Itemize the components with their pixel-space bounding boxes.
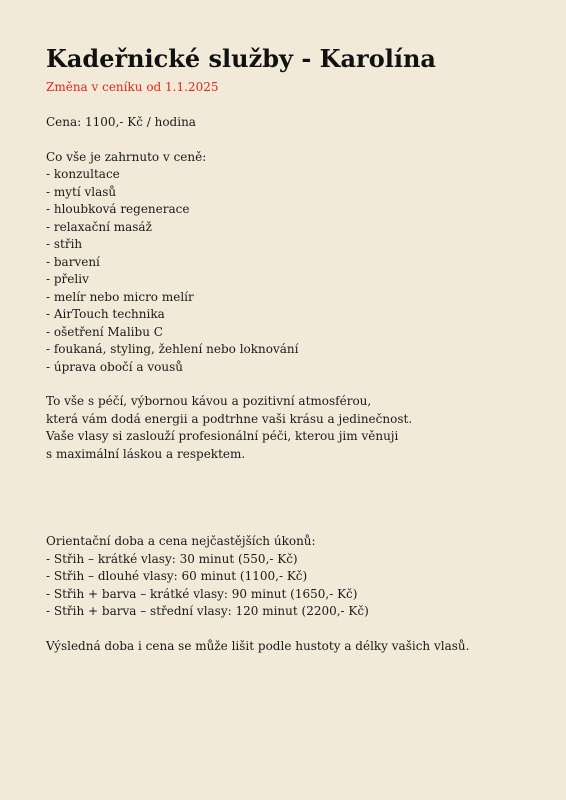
list-item: - mytí vlasů [46,184,117,199]
list-item: - Střih – krátké vlasy: 30 minut (550,- Kč) [46,551,298,566]
service-times-list [46,551,520,621]
disclaimer-note: Výsledná doba i cena se může lišit podle hustoty a délky vašich vlasů. [46,638,470,653]
description-paragraph [46,393,520,463]
list-item: - Střih – dlouhé vlasy: 60 minut (1100,- Kč) [46,569,308,583]
list-item: - relaxační masáž [46,219,152,234]
list-item: - hloubková regenerace [46,202,190,216]
list-item: - úprava obočí a vousů [46,359,184,374]
service-times-section [46,533,520,621]
list-item: - AirTouch technika [46,307,165,321]
list-item: - melír nebo micro melír [46,289,194,304]
included-services-heading: Co vše je zahrnuto v ceně: [46,149,207,164]
list-item: - Střih + barva – střední vlasy: 120 minut (2200,- Kč) [46,604,369,618]
list-item: - přeliv [46,272,89,286]
paragraph-line: Vaše vlasy si zaslouží profesionální péči, kterou jim věnuji [46,429,399,443]
list-item: - barvení [46,254,100,269]
list-item: - foukaná, styling, žehlení nebo loknování [46,342,299,356]
paragraph-line: s maximální láskou a respektem. [46,446,246,461]
paragraph-line: která vám dodá energii a podtrhne vaši krásu a jedinečnost. [46,411,413,426]
list-item: - ošetření Malibu C [46,324,163,339]
list-item: - střih [46,237,83,251]
service-times-heading: Orientační doba a cena nejčastějších úkonů: [46,534,316,548]
included-services-section [46,149,520,377]
hourly-price: Cena: 1100,- Kč / hodina [46,115,196,129]
price-change-notice: Změna v ceníku od 1.1.2025 [46,80,219,94]
page-title: Kadeřnické služby - Karolína [46,44,436,73]
list-item: - Střih + barva – krátké vlasy: 90 minut (1650,- Kč) [46,586,358,601]
included-services-list [46,166,520,376]
paragraph-line: To vše s péčí, výbornou kávou a pozitivní atmosférou, [46,394,372,408]
list-item: - konzultace [46,167,120,181]
